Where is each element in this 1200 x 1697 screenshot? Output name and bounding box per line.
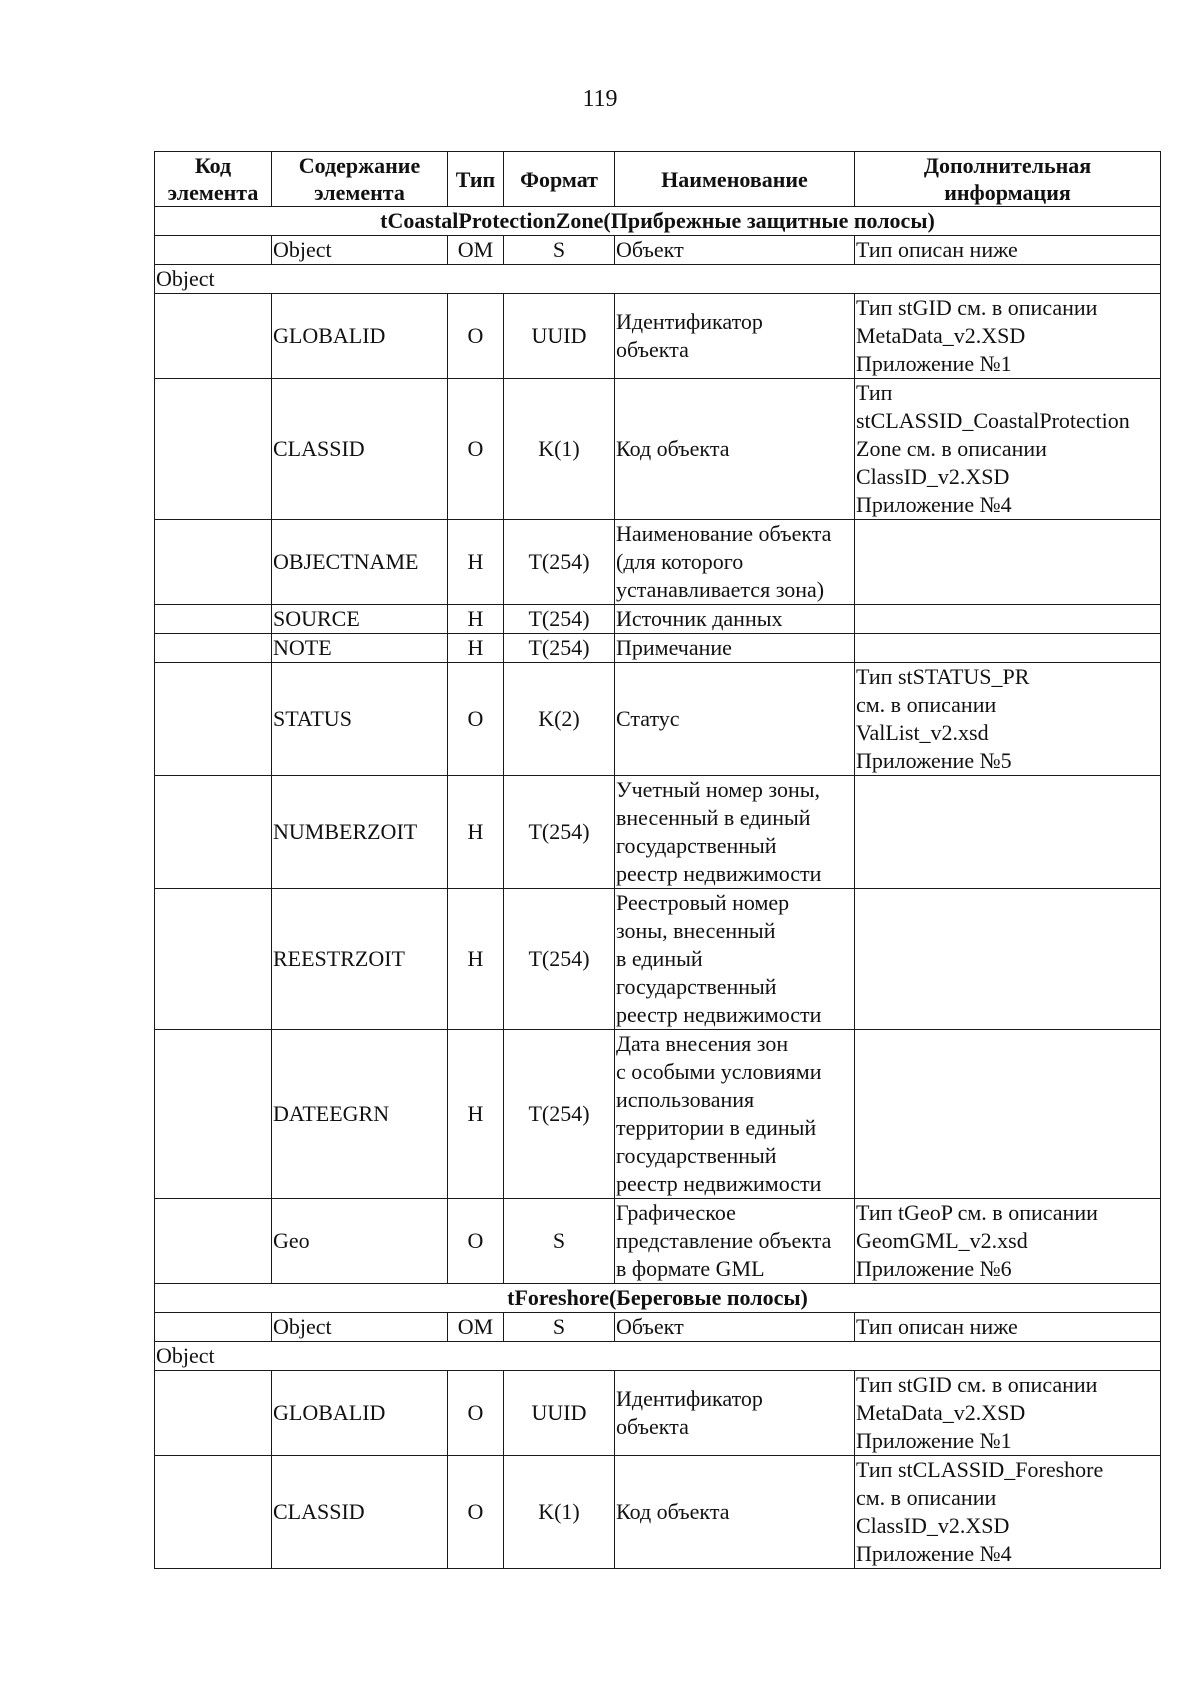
cell-type: O [448, 379, 504, 520]
cell-info [855, 1199, 1161, 1284]
cell-format: T(254) [504, 889, 615, 1030]
cell-type: O [448, 663, 504, 776]
cell-code [155, 1456, 272, 1569]
cell-name: Объект [615, 1313, 855, 1342]
cell-type: OM [448, 236, 504, 265]
cell-content: NUMBERZOIT [272, 776, 448, 889]
cell-content: Geo [272, 1199, 448, 1284]
cell-format: S [504, 1199, 615, 1284]
table-row [155, 294, 1161, 379]
section-title-row [155, 207, 1161, 236]
cell-code [155, 1313, 272, 1342]
info-line: Приложение №5 [856, 748, 1012, 773]
name-line: в единый [616, 946, 703, 971]
cell-code [155, 1030, 272, 1199]
cell-type: O [448, 1456, 504, 1569]
info-line: см. в описании [856, 1485, 997, 1510]
info-line: Zone см. в описании [856, 436, 1047, 461]
cell-content: NOTE [272, 634, 448, 663]
object-row [155, 1313, 1161, 1342]
cell-code [155, 294, 272, 379]
name-line: государственный [616, 1143, 777, 1168]
cell-type: H [448, 776, 504, 889]
name-line: Статус [616, 706, 680, 731]
table-row [155, 1371, 1161, 1456]
info-line: Приложение №1 [856, 351, 1012, 376]
cell-name [615, 889, 855, 1030]
section-title-row [155, 1284, 1161, 1313]
cell-type: O [448, 1371, 504, 1456]
cell-type: H [448, 634, 504, 663]
info-line: Приложение №1 [856, 1428, 1012, 1453]
name-line: Код объекта [616, 1499, 730, 1524]
name-line: (для которого [616, 549, 744, 574]
cell-format: UUID [504, 1371, 615, 1456]
cell-type: OM [448, 1313, 504, 1342]
table-row [155, 1456, 1161, 1569]
object-label-row [155, 1342, 1161, 1371]
cell-content: REESTRZOIT [272, 889, 448, 1030]
cell-format: T(254) [504, 634, 615, 663]
header-name: Наименование [615, 152, 855, 207]
cell-format: S [504, 236, 615, 265]
cell-code [155, 605, 272, 634]
name-line: территории в единый [616, 1115, 817, 1140]
info-line: ClassID_v2.XSD [856, 464, 1010, 489]
info-line: MetaData_v2.XSD [856, 323, 1026, 348]
cell-name [615, 605, 855, 634]
name-line: объекта [616, 1414, 689, 1439]
cell-content: GLOBALID [272, 294, 448, 379]
cell-name [615, 634, 855, 663]
cell-info [855, 520, 1161, 605]
cell-name [615, 379, 855, 520]
cell-code [155, 1199, 272, 1284]
info-line: Тип stSTATUS_PR [856, 664, 1030, 689]
name-line: Идентификатор [616, 309, 763, 334]
cell-info [855, 1371, 1161, 1456]
header-row [155, 152, 1161, 207]
name-line: использования [616, 1087, 755, 1112]
table-row [155, 1030, 1161, 1199]
table-row [155, 605, 1161, 634]
cell-name [615, 294, 855, 379]
cell-code [155, 379, 272, 520]
name-line: Источник данных [616, 606, 783, 631]
info-line: Приложение №4 [856, 492, 1012, 517]
cell-code [155, 520, 272, 605]
info-line: см. в описании [856, 692, 997, 717]
cell-content: STATUS [272, 663, 448, 776]
cell-name [615, 1456, 855, 1569]
header-element-content: Содержание элемента [272, 152, 448, 207]
cell-type: H [448, 1030, 504, 1199]
info-line: ClassID_v2.XSD [856, 1513, 1010, 1538]
cell-code [155, 1371, 272, 1456]
info-line: Тип tGeoP см. в описании [856, 1200, 1098, 1225]
info-line: Тип [856, 380, 893, 405]
table-row [155, 776, 1161, 889]
cell-content: SOURCE [272, 605, 448, 634]
object-label: Object [155, 1342, 1161, 1371]
info-line: Приложение №6 [856, 1256, 1012, 1281]
table-row [155, 1199, 1161, 1284]
cell-format: T(254) [504, 776, 615, 889]
cell-format: T(254) [504, 605, 615, 634]
cell-code [155, 776, 272, 889]
table-row [155, 520, 1161, 605]
cell-info [855, 1456, 1161, 1569]
cell-content: CLASSID [272, 1456, 448, 1569]
name-line: Идентификатор [616, 1386, 763, 1411]
cell-code [155, 663, 272, 776]
info-line: Тип stGID см. в описании [856, 295, 1098, 320]
cell-name [615, 776, 855, 889]
table-row [155, 889, 1161, 1030]
header-format: Формат [504, 152, 615, 207]
cell-info [855, 605, 1161, 634]
header-type: Тип [448, 152, 504, 207]
cell-info: Тип описан ниже [855, 1313, 1161, 1342]
name-line: Учетный номер зоны, [616, 777, 821, 802]
object-label-row [155, 265, 1161, 294]
header-additional-info: Дополнительная информация [855, 152, 1161, 207]
cell-format: K(1) [504, 379, 615, 520]
cell-name [615, 1199, 855, 1284]
name-line: реестр недвижимости [616, 861, 822, 886]
name-line: государственный [616, 833, 777, 858]
name-line: Примечание [616, 635, 732, 660]
name-line: Реестровый номер [616, 890, 790, 915]
cell-code [155, 236, 272, 265]
table-row [155, 634, 1161, 663]
name-line: реестр недвижимости [616, 1171, 822, 1196]
cell-content: OBJECTNAME [272, 520, 448, 605]
cell-type: H [448, 889, 504, 1030]
cell-name [615, 663, 855, 776]
name-line: представление объекта [616, 1228, 832, 1253]
specification-table [154, 151, 1161, 1569]
cell-content: Object [272, 1313, 448, 1342]
object-row [155, 236, 1161, 265]
cell-format: S [504, 1313, 615, 1342]
name-line: объекта [616, 337, 689, 362]
name-line: государственный [616, 974, 777, 999]
table-row [155, 663, 1161, 776]
cell-info [855, 663, 1161, 776]
page-number: 119 [582, 86, 618, 112]
cell-info [855, 776, 1161, 889]
table-row [155, 379, 1161, 520]
cell-info [855, 294, 1161, 379]
cell-info [855, 1030, 1161, 1199]
cell-code [155, 889, 272, 1030]
object-label: Object [155, 265, 1161, 294]
cell-name [615, 520, 855, 605]
section-title: tCoastalProtectionZone(Прибрежные защитные полосы) [155, 207, 1161, 236]
cell-type: O [448, 294, 504, 379]
name-line: Дата внесения зон [616, 1031, 789, 1056]
name-line: в формате GML [616, 1256, 765, 1281]
name-line: Наименование объекта [616, 521, 832, 546]
cell-info [855, 889, 1161, 1030]
name-line: Графическое [616, 1200, 736, 1225]
cell-content: CLASSID [272, 379, 448, 520]
cell-name: Объект [615, 236, 855, 265]
cell-code [155, 634, 272, 663]
cell-format: K(1) [504, 1456, 615, 1569]
section-title: tForeshore(Береговые полосы) [155, 1284, 1161, 1313]
info-line: stCLASSID_CoastalProtection [856, 408, 1130, 433]
cell-name [615, 1371, 855, 1456]
cell-type: O [448, 1199, 504, 1284]
name-line: реестр недвижимости [616, 1002, 822, 1027]
cell-info: Тип описан ниже [855, 236, 1161, 265]
cell-content: GLOBALID [272, 1371, 448, 1456]
cell-content: Object [272, 236, 448, 265]
cell-info [855, 634, 1161, 663]
name-line: зоны, внесенный [616, 918, 776, 943]
cell-format: T(254) [504, 520, 615, 605]
cell-type: H [448, 605, 504, 634]
name-line: Код объекта [616, 436, 730, 461]
info-line: ValList_v2.xsd [856, 720, 989, 745]
name-line: устанавливается зона) [616, 577, 825, 602]
info-line: Тип stCLASSID_Foreshore [856, 1457, 1104, 1482]
cell-format: K(2) [504, 663, 615, 776]
info-line: MetaData_v2.XSD [856, 1400, 1026, 1425]
cell-content: DATEEGRN [272, 1030, 448, 1199]
info-line: Приложение №4 [856, 1541, 1012, 1566]
cell-name [615, 1030, 855, 1199]
cell-format: T(254) [504, 1030, 615, 1199]
name-line: внесенный в единый [616, 805, 811, 830]
info-line: Тип stGID см. в описании [856, 1372, 1098, 1397]
name-line: с особыми условиями [616, 1059, 822, 1084]
info-line: GeomGML_v2.xsd [856, 1228, 1028, 1253]
header-element-code: Код элемента [155, 152, 272, 207]
cell-type: H [448, 520, 504, 605]
cell-info [855, 379, 1161, 520]
cell-format: UUID [504, 294, 615, 379]
